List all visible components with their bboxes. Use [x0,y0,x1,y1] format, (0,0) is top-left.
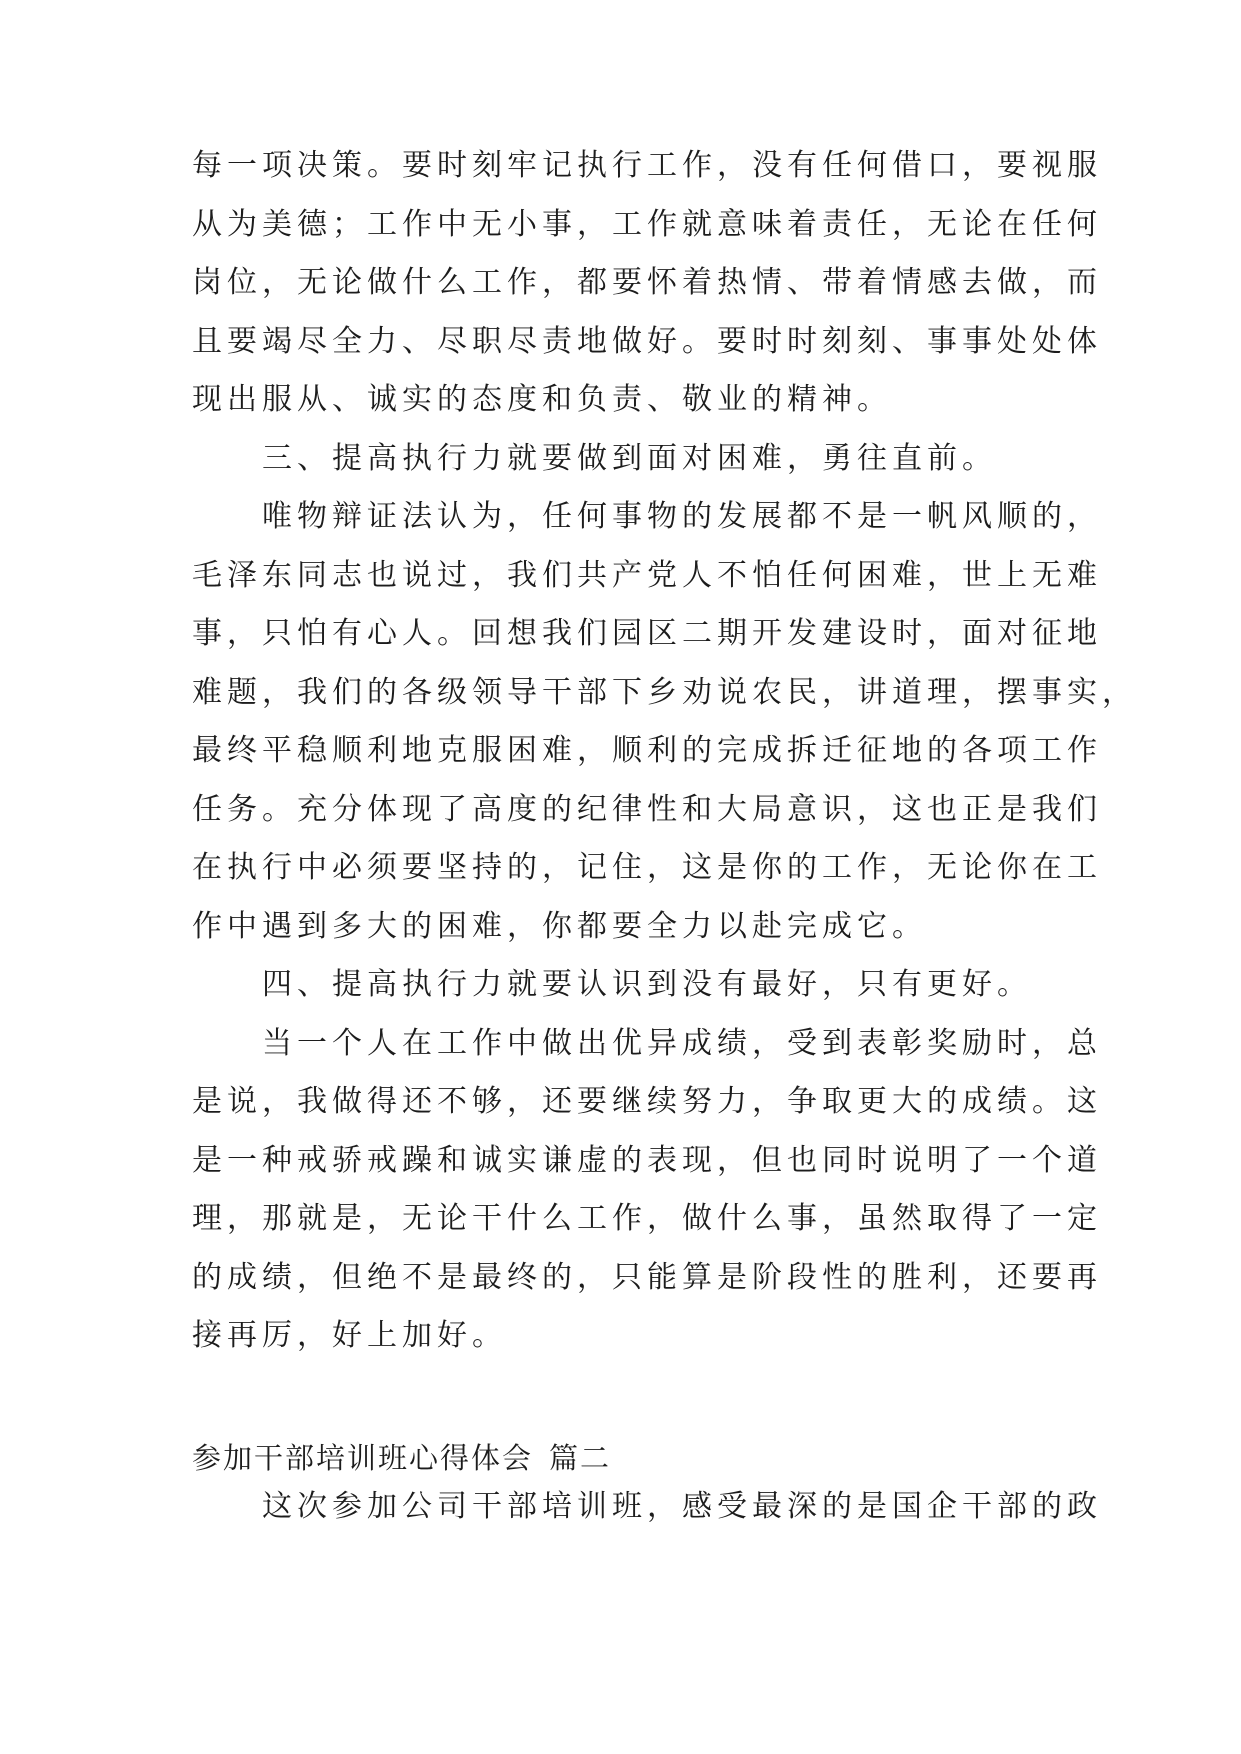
article-title-text: 参加干部培训班心得体会 [192,1441,534,1475]
text-line: 唯物辩证法认为，任何事物的发展都不是一帆风顺的， [192,499,1102,534]
text-line: 事，只怕有心人。回想我们园区二期开发建设时，面对征地 [192,616,1102,651]
text-line: 是一种戒骄戒躁和诚实谦虚的表现，但也同时说明了一个道 [192,1142,1102,1178]
text-line: 现出服从、诚实的态度和负责、敬业的精神。 [192,382,892,417]
text-line: 每一项决策。要时刻牢记执行工作，没有任何借口，要视服 [192,148,1102,183]
text-line: 且要竭尽全力、尽职尽责地做好。要时时刻刻、事事处处体 [192,323,1102,359]
text-line: 最终平稳顺利地克服困难，顺利的完成拆迁征地的各项工作 [192,733,1102,768]
text-line: 岗位，无论做什么工作，都要怀着热情、带着情感去做，而 [192,265,1102,300]
text-line: 接再厉，好上加好。 [192,1318,507,1353]
text-line: 理，那就是，无论干什么工作，做什么事，虽然取得了一定 [192,1201,1102,1236]
text-line: 任务。充分体现了高度的纪律性和大局意识，这也正是我们 [192,791,1102,827]
body-text-continued [192,1478,1102,1537]
text-line: 作中遇到多大的困难，你都要全力以赴完成它。 [192,908,927,944]
section-heading-three: 三、提高执行力就要做到面对困难，勇往直前。 [192,440,997,476]
text-line: 这次参加公司干部培训班，感受最深的是国企干部的政 [192,1489,1102,1524]
text-line: 难题，我们的各级领导干部下乡劝说农民，讲道理，摆事实， [192,674,1137,710]
text-line: 的成绩，但绝不是最终的，只能算是阶段性的胜利，还要再 [192,1259,1102,1295]
body-text [192,137,1137,1366]
text-line: 是说，我做得还不够，还要继续努力，争取更大的成绩。这 [192,1084,1102,1119]
text-line: 从为美德；工作中无小事，工作就意味着责任，无论在任何 [192,206,1102,242]
text-line: 当一个人在工作中做出优异成绩，受到表彰奖励时，总 [192,1025,1102,1061]
article-title [192,1438,611,1478]
text-line: 毛泽东同志也说过，我们共产党人不怕任何困难，世上无难 [192,557,1102,593]
section-heading-four: 四、提高执行力就要认识到没有最好，只有更好。 [192,967,1032,1002]
article-part-label: 篇二 [549,1441,612,1475]
text-line: 在执行中必须要坚持的，记住，这是你的工作，无论你在工 [192,850,1102,885]
